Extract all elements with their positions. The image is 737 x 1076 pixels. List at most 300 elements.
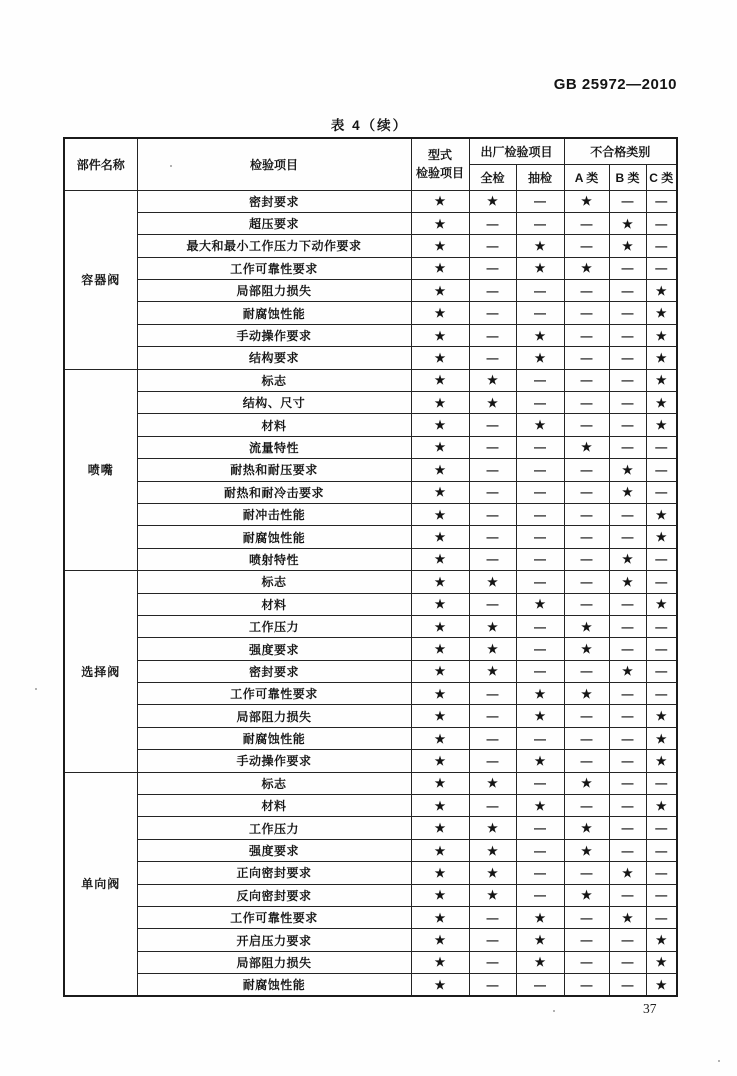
header-type-inspection-line1: 型式: [427, 148, 452, 163]
dash-mark: —: [564, 347, 609, 369]
star-mark: ★: [646, 929, 677, 951]
dash-mark: —: [516, 974, 564, 996]
star-mark: ★: [516, 683, 564, 705]
inspection-item-cell: 反向密封要求: [137, 884, 411, 906]
table-title: 表 4（续）: [330, 118, 409, 133]
star-mark: ★: [516, 347, 564, 369]
dash-mark: —: [564, 571, 609, 593]
dash-mark: —: [609, 324, 646, 346]
dash-mark: —: [609, 750, 646, 772]
dash-mark: —: [564, 392, 609, 414]
star-mark: ★: [646, 593, 677, 615]
dash-mark: —: [516, 459, 564, 481]
dash-mark: —: [609, 727, 646, 749]
dash-mark: —: [609, 302, 646, 324]
star-mark: ★: [516, 257, 564, 279]
star-mark: ★: [646, 414, 677, 436]
star-mark: ★: [646, 280, 677, 302]
star-mark: ★: [564, 190, 609, 212]
table-row: [64, 257, 677, 279]
star-mark: ★: [469, 638, 516, 660]
star-mark: ★: [411, 660, 469, 682]
dash-mark: —: [564, 593, 609, 615]
scan-speck: [35, 688, 37, 690]
table-row: [64, 571, 677, 593]
dash-mark: —: [564, 951, 609, 973]
dash-mark: —: [516, 190, 564, 212]
star-mark: ★: [411, 951, 469, 973]
dash-mark: —: [564, 526, 609, 548]
table-row: [64, 795, 677, 817]
star-mark: ★: [646, 392, 677, 414]
star-mark: ★: [609, 235, 646, 257]
dash-mark: —: [469, 974, 516, 996]
star-mark: ★: [411, 571, 469, 593]
dash-mark: —: [564, 235, 609, 257]
dash-mark: —: [516, 280, 564, 302]
star-mark: ★: [411, 280, 469, 302]
dash-mark: —: [469, 951, 516, 973]
star-mark: ★: [469, 772, 516, 794]
table-row: [64, 750, 677, 772]
dash-mark: —: [609, 436, 646, 458]
star-mark: ★: [516, 705, 564, 727]
dash-mark: —: [564, 660, 609, 682]
dash-mark: —: [609, 884, 646, 906]
star-mark: ★: [516, 929, 564, 951]
table-row: [64, 212, 677, 234]
star-mark: ★: [564, 839, 609, 861]
star-mark: ★: [516, 324, 564, 346]
star-mark: ★: [411, 795, 469, 817]
dash-mark: —: [564, 302, 609, 324]
table-row: [64, 548, 677, 570]
dash-mark: —: [516, 481, 564, 503]
inspection-item-cell: 标志: [137, 369, 411, 391]
table-row: [64, 235, 677, 257]
table-row: [64, 884, 677, 906]
dash-mark: —: [469, 235, 516, 257]
dash-mark: —: [469, 795, 516, 817]
dash-mark: —: [516, 839, 564, 861]
star-mark: ★: [646, 705, 677, 727]
dash-mark: —: [646, 660, 677, 682]
inspection-item-cell: 开启压力要求: [137, 929, 411, 951]
dash-mark: —: [469, 526, 516, 548]
scan-speck: [718, 1060, 720, 1062]
star-mark: ★: [411, 548, 469, 570]
star-mark: ★: [516, 414, 564, 436]
table-row: [64, 660, 677, 682]
component-name-cell: 容器阀: [64, 190, 137, 369]
header-row-1: [64, 138, 677, 164]
dash-mark: —: [609, 705, 646, 727]
inspection-item-cell: 密封要求: [137, 660, 411, 682]
star-mark: ★: [411, 683, 469, 705]
dash-mark: —: [516, 503, 564, 525]
dash-mark: —: [516, 884, 564, 906]
star-mark: ★: [469, 660, 516, 682]
dash-mark: —: [469, 727, 516, 749]
inspection-item-cell: 材料: [137, 795, 411, 817]
table-row: [64, 683, 677, 705]
dash-mark: —: [564, 280, 609, 302]
table-row: [64, 459, 677, 481]
table-row: [64, 772, 677, 794]
dash-mark: —: [469, 705, 516, 727]
table-row: [64, 436, 677, 458]
inspection-item-cell: 正向密封要求: [137, 862, 411, 884]
inspection-item-cell: 材料: [137, 414, 411, 436]
dash-mark: —: [516, 638, 564, 660]
dash-mark: —: [564, 750, 609, 772]
header-inspection-item: 检验项目: [137, 138, 411, 190]
table-row: [64, 481, 677, 503]
dash-mark: —: [516, 660, 564, 682]
dash-mark: —: [469, 929, 516, 951]
dash-mark: —: [516, 302, 564, 324]
dash-mark: —: [646, 817, 677, 839]
inspection-item-cell: 强度要求: [137, 839, 411, 861]
star-mark: ★: [411, 615, 469, 637]
inspection-item-cell: 局部阻力损失: [137, 705, 411, 727]
star-mark: ★: [469, 571, 516, 593]
star-mark: ★: [469, 817, 516, 839]
star-mark: ★: [609, 907, 646, 929]
inspection-item-cell: 超压要求: [137, 212, 411, 234]
dash-mark: —: [646, 907, 677, 929]
dash-mark: —: [609, 503, 646, 525]
star-mark: ★: [609, 548, 646, 570]
dash-mark: —: [516, 369, 564, 391]
dash-mark: —: [564, 862, 609, 884]
dash-mark: —: [609, 369, 646, 391]
header-component-name: 部件名称: [64, 138, 137, 190]
inspection-table-body: [64, 190, 677, 996]
dash-mark: —: [516, 392, 564, 414]
scan-speck: [553, 1010, 555, 1012]
dash-mark: —: [469, 302, 516, 324]
dash-mark: —: [646, 683, 677, 705]
dash-mark: —: [516, 727, 564, 749]
dash-mark: —: [516, 817, 564, 839]
inspection-item-cell: 材料: [137, 593, 411, 615]
dash-mark: —: [646, 615, 677, 637]
inspection-item-cell: 密封要求: [137, 190, 411, 212]
component-name-cell: 单向阀: [64, 772, 137, 996]
dash-mark: —: [564, 212, 609, 234]
star-mark: ★: [516, 951, 564, 973]
star-mark: ★: [411, 974, 469, 996]
dash-mark: —: [609, 190, 646, 212]
dash-mark: —: [469, 459, 516, 481]
dash-mark: —: [564, 459, 609, 481]
table-row: [64, 907, 677, 929]
dash-mark: —: [469, 414, 516, 436]
table-row: [64, 817, 677, 839]
star-mark: ★: [516, 593, 564, 615]
star-mark: ★: [411, 481, 469, 503]
dash-mark: —: [516, 862, 564, 884]
header-nonconforming-group: 不合格类别: [564, 138, 677, 164]
inspection-item-cell: 局部阻力损失: [137, 280, 411, 302]
dash-mark: —: [516, 212, 564, 234]
table-row: [64, 190, 677, 212]
star-mark: ★: [411, 324, 469, 346]
table-row: [64, 526, 677, 548]
star-mark: ★: [411, 593, 469, 615]
star-mark: ★: [646, 324, 677, 346]
inspection-item-cell: 手动操作要求: [137, 324, 411, 346]
dash-mark: —: [646, 862, 677, 884]
inspection-item-cell: 结构、尺寸: [137, 392, 411, 414]
star-mark: ★: [609, 862, 646, 884]
dash-mark: —: [609, 638, 646, 660]
table-row: [64, 347, 677, 369]
dash-mark: —: [646, 772, 677, 794]
component-name-cell: 选择阀: [64, 571, 137, 773]
table-row: [64, 929, 677, 951]
dash-mark: —: [516, 772, 564, 794]
dash-mark: —: [564, 907, 609, 929]
dash-mark: —: [646, 638, 677, 660]
dash-mark: —: [469, 503, 516, 525]
inspection-item-cell: 手动操作要求: [137, 750, 411, 772]
inspection-item-cell: 局部阻力损失: [137, 951, 411, 973]
table-row: [64, 705, 677, 727]
dash-mark: —: [469, 212, 516, 234]
dash-mark: —: [469, 324, 516, 346]
dash-mark: —: [609, 280, 646, 302]
dash-mark: —: [609, 951, 646, 973]
dash-mark: —: [646, 212, 677, 234]
star-mark: ★: [609, 212, 646, 234]
star-mark: ★: [469, 884, 516, 906]
table-row: [64, 839, 677, 861]
star-mark: ★: [411, 235, 469, 257]
dash-mark: —: [516, 571, 564, 593]
star-mark: ★: [564, 817, 609, 839]
star-mark: ★: [411, 503, 469, 525]
header-type-inspection-line2: 检验项目: [415, 166, 464, 181]
star-mark: ★: [411, 436, 469, 458]
dash-mark: —: [609, 526, 646, 548]
star-mark: ★: [469, 862, 516, 884]
star-mark: ★: [564, 436, 609, 458]
inspection-item-cell: 流量特性: [137, 436, 411, 458]
table-row: [64, 593, 677, 615]
inspection-item-cell: 工作可靠性要求: [137, 683, 411, 705]
component-name-cell: 喷嘴: [64, 369, 137, 571]
inspection-item-cell: 耐腐蚀性能: [137, 302, 411, 324]
dash-mark: —: [516, 526, 564, 548]
dash-mark: —: [646, 190, 677, 212]
table-row: [64, 615, 677, 637]
table-row: [64, 727, 677, 749]
star-mark: ★: [609, 481, 646, 503]
star-mark: ★: [411, 929, 469, 951]
dash-mark: —: [469, 750, 516, 772]
dash-mark: —: [609, 795, 646, 817]
inspection-item-cell: 喷射特性: [137, 548, 411, 570]
inspection-item-cell: 工作可靠性要求: [137, 907, 411, 929]
dash-mark: —: [609, 392, 646, 414]
dash-mark: —: [609, 974, 646, 996]
inspection-item-cell: 工作压力: [137, 817, 411, 839]
star-mark: ★: [411, 190, 469, 212]
dash-mark: —: [609, 929, 646, 951]
star-mark: ★: [609, 660, 646, 682]
dash-mark: —: [516, 615, 564, 637]
inspection-item-cell: 结构要求: [137, 347, 411, 369]
table-row: [64, 302, 677, 324]
dash-mark: —: [564, 324, 609, 346]
star-mark: ★: [516, 795, 564, 817]
dash-mark: —: [609, 414, 646, 436]
dash-mark: —: [516, 548, 564, 570]
table-row: [64, 951, 677, 973]
inspection-item-cell: 最大和最小工作压力下动作要求: [137, 235, 411, 257]
star-mark: ★: [411, 302, 469, 324]
star-mark: ★: [516, 235, 564, 257]
inspection-item-cell: 工作可靠性要求: [137, 257, 411, 279]
dash-mark: —: [469, 257, 516, 279]
dash-mark: —: [469, 436, 516, 458]
star-mark: ★: [411, 526, 469, 548]
dash-mark: —: [564, 548, 609, 570]
star-mark: ★: [646, 727, 677, 749]
inspection-item-cell: 强度要求: [137, 638, 411, 660]
table-row: [64, 974, 677, 996]
table-row: [64, 638, 677, 660]
dash-mark: —: [609, 839, 646, 861]
dash-mark: —: [609, 347, 646, 369]
star-mark: ★: [564, 884, 609, 906]
star-mark: ★: [469, 392, 516, 414]
star-mark: ★: [646, 795, 677, 817]
dash-mark: —: [564, 929, 609, 951]
star-mark: ★: [646, 369, 677, 391]
star-mark: ★: [411, 839, 469, 861]
dash-mark: —: [516, 436, 564, 458]
star-mark: ★: [564, 257, 609, 279]
dash-mark: —: [469, 347, 516, 369]
dash-mark: —: [609, 593, 646, 615]
dash-mark: —: [564, 369, 609, 391]
table-row: [64, 862, 677, 884]
inspection-item-cell: 工作压力: [137, 615, 411, 637]
dash-mark: —: [564, 503, 609, 525]
table-row: [64, 324, 677, 346]
star-mark: ★: [411, 750, 469, 772]
star-mark: ★: [609, 459, 646, 481]
star-mark: ★: [469, 190, 516, 212]
dash-mark: —: [646, 571, 677, 593]
star-mark: ★: [411, 257, 469, 279]
header-class-c: C 类: [646, 164, 677, 190]
page-number: 37: [643, 1001, 657, 1016]
header-class-a: A 类: [564, 164, 609, 190]
dash-mark: —: [564, 727, 609, 749]
table-row: [64, 414, 677, 436]
dash-mark: —: [609, 683, 646, 705]
star-mark: ★: [646, 526, 677, 548]
standard-number: GB 25972—2010: [553, 76, 677, 93]
dash-mark: —: [646, 436, 677, 458]
star-mark: ★: [516, 750, 564, 772]
dash-mark: —: [469, 683, 516, 705]
inspection-item-cell: 标志: [137, 772, 411, 794]
dash-mark: —: [564, 414, 609, 436]
inspection-item-cell: 耐腐蚀性能: [137, 526, 411, 548]
star-mark: ★: [411, 212, 469, 234]
star-mark: ★: [564, 683, 609, 705]
star-mark: ★: [411, 414, 469, 436]
dash-mark: —: [646, 235, 677, 257]
dash-mark: —: [564, 705, 609, 727]
table-row: [64, 369, 677, 391]
star-mark: ★: [646, 503, 677, 525]
dash-mark: —: [646, 548, 677, 570]
scan-speck: [170, 165, 172, 167]
star-mark: ★: [469, 839, 516, 861]
inspection-item-cell: 耐冲击性能: [137, 503, 411, 525]
table-row: [64, 503, 677, 525]
dash-mark: —: [609, 817, 646, 839]
dash-mark: —: [646, 839, 677, 861]
star-mark: ★: [646, 750, 677, 772]
dash-mark: —: [646, 481, 677, 503]
star-mark: ★: [411, 705, 469, 727]
star-mark: ★: [646, 302, 677, 324]
header-type-inspection: [411, 138, 469, 190]
dash-mark: —: [646, 884, 677, 906]
header-sampling-inspection: 抽检: [516, 164, 564, 190]
dash-mark: —: [609, 257, 646, 279]
dash-mark: —: [609, 615, 646, 637]
header-class-b: B 类: [609, 164, 646, 190]
inspection-item-cell: 耐腐蚀性能: [137, 974, 411, 996]
inspection-item-cell: 标志: [137, 571, 411, 593]
star-mark: ★: [564, 638, 609, 660]
star-mark: ★: [411, 817, 469, 839]
dash-mark: —: [564, 795, 609, 817]
star-mark: ★: [646, 974, 677, 996]
star-mark: ★: [609, 571, 646, 593]
dash-mark: —: [469, 907, 516, 929]
inspection-item-cell: 耐热和耐冷击要求: [137, 481, 411, 503]
star-mark: ★: [411, 392, 469, 414]
table-row: [64, 280, 677, 302]
dash-mark: —: [469, 481, 516, 503]
dash-mark: —: [646, 459, 677, 481]
star-mark: ★: [411, 638, 469, 660]
dash-mark: —: [564, 481, 609, 503]
star-mark: ★: [564, 772, 609, 794]
header-full-inspection: 全检: [469, 164, 516, 190]
inspection-item-cell: 耐腐蚀性能: [137, 727, 411, 749]
star-mark: ★: [646, 951, 677, 973]
star-mark: ★: [411, 772, 469, 794]
star-mark: ★: [411, 907, 469, 929]
star-mark: ★: [469, 615, 516, 637]
star-mark: ★: [411, 862, 469, 884]
star-mark: ★: [564, 615, 609, 637]
star-mark: ★: [411, 369, 469, 391]
star-mark: ★: [411, 347, 469, 369]
dash-mark: —: [469, 280, 516, 302]
dash-mark: —: [469, 593, 516, 615]
